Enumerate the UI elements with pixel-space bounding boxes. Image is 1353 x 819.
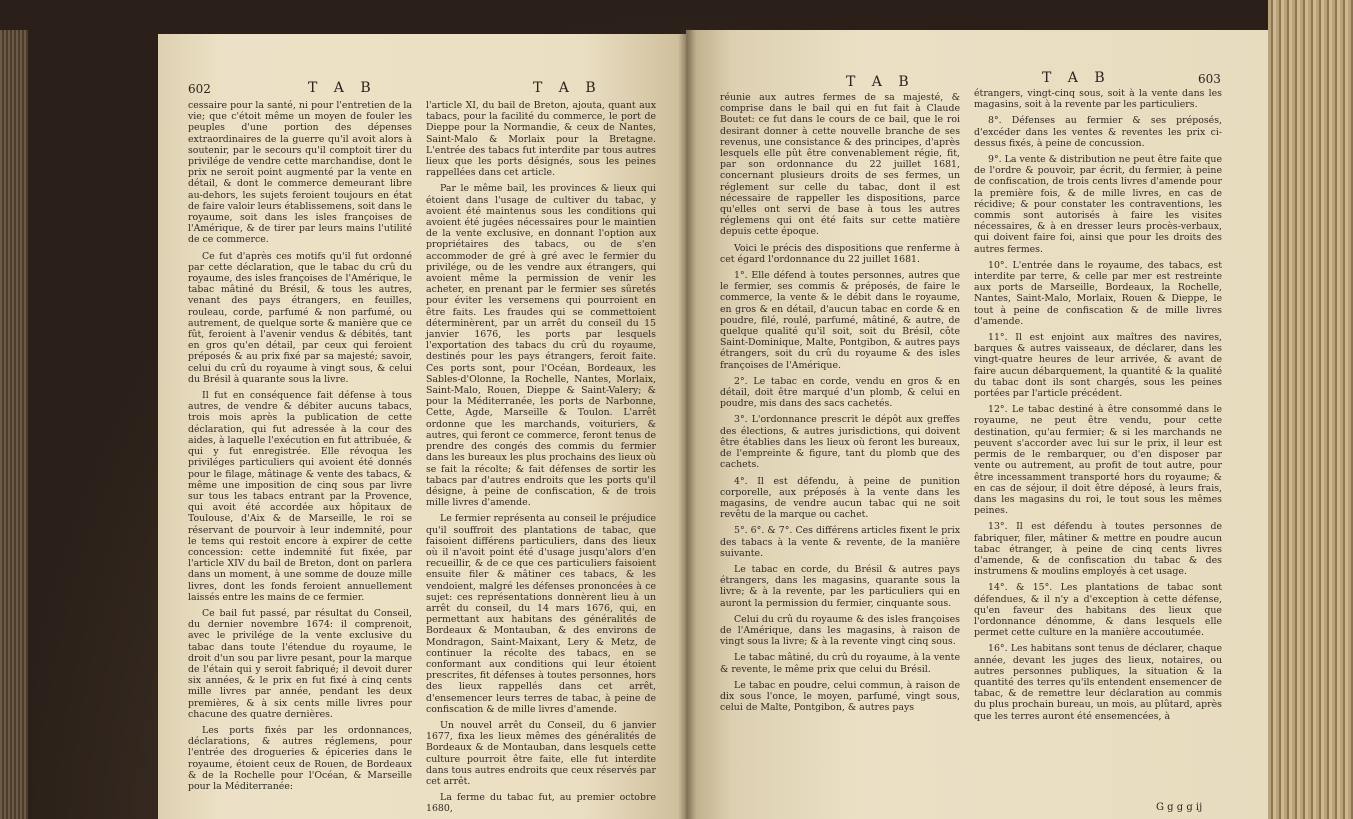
paragraph: 4°. Il est défendu, à peine de punition corporelle, aux préposés à la vente dans les magasins, de vendre aucun tabac qui ne soit revêtu de la marque ou cachet.: [720, 475, 960, 521]
paragraph: Voici le précis des dispositions que renferme à cet égard l'ordonnance du 22 juillet 1681.: [720, 242, 960, 265]
paragraph: 8°. Défenses au fermier & ses préposés, d'excéder dans les ventes & reventes les prix ci-dessus fixés, à peine de concussion.: [974, 115, 1222, 149]
paragraph: 16°. Les habitans sont tenus de déclarer, chaque année, devant les juges des lieux, notaires, ou autres personnes publiques, la situation & la quantité des terres qu'ils entendent ensemencer de tabac, & de remettre leur déclaration au commis du plus prochain bureau, un mois, au plûtard, après que les terres auront été ensemencées, à: [974, 643, 1222, 722]
right-book-edge: [1268, 0, 1353, 819]
paragraph: La ferme du tabac fut, au premier octobre 1680,: [426, 792, 656, 815]
paragraph: Un nouvel arrêt du Conseil, du 6 janvier 1677, fixa les lieux mêmes des généralités de Bordeaux & de Montauban, dans lesquels cette culture pourroit être faite, elle fut interdite dans tous autres endroits que ceux réservés par cet arrêt.: [426, 719, 656, 787]
paragraph: 12°. Le tabac destiné à être consommé dans le royaume, ne peut être vendu, pour cette destination, qu'au fermier; & si les marchands ne peuvent s'accorder avec lui sur le prix, il leur est permis de le rembarquer, ou d'en disposer par vente ou autrement, au profit de tout autre, pour être incessamment transporté hors du royaume; & en cas de séjour, il doit être déposé, à leurs frais, dans les magasins du roi, le tout sous les mêmes peines.: [974, 404, 1222, 517]
left-page: [158, 34, 686, 819]
paragraph: 3°. L'ordonnance prescrit le dépôt aux greffes des élections, & autres jurisdictions, qui doivent être établies dans les lieux où feront les bureaux, de l'empreinte & figure, tant du plomb que des cachets.: [720, 414, 960, 471]
paragraph: réunie aux autres fermes de sa majesté, & comprise dans le bail qui en fut fait à Claude Boutet: ce fut dans le cours de ce bail, que le roi desirant donner à cette nouvelle branche de ses revenus, une consistance & des principes, d'après lesquels elle pût être convenablement régie, fit, par son ordonnance du 22 juillet 1681, concernant plusieurs droits de ses fermes, un réglement sur celle du tabac, dont il est nécessaire de rappeller les dispositions, parce qu'elles ont servi de base à tous les autres réglemens qui ont été faits sur cette matière depuis cette époque.: [720, 92, 960, 238]
running-head-left-col2: T A B: [533, 80, 602, 96]
page-number-left: 602: [188, 82, 211, 96]
paragraph: Le fermier représenta au conseil le préjudice qu'il souffroit des plantations de tabac, que faisoient différens particuliers, dans des lieux où il n'avoit point été d'usage jusqu'alors d'en recueillir, & de ce que ces particuliers faisoient ensuite filer & mâtiner ces tabacs, & les vendoient, malgré les défenses prononcées à ce sujet: ces représentations donnèrent lieu à un arrêt du conseil, du 14 mars 1676, qui, en permettant aux habitans des généralités de Bordeaux & Montauban, & des environs de Mondragon, Saint-Maixant, Lery & Metz, de continuer la récolte des tabacs, en se conformant aux conditions qui leur étoient prescrites, fit défenses à toutes personnes, hors des lieux rappellés dans cet arrêt, d'ensemencer leurs terres de tabac, à peine de confiscation & de mille livres d'amende.: [426, 513, 656, 715]
paragraph: l'article XI, du bail de Breton, ajouta, quant aux tabacs, pour la facilité du commerce, le port de Dieppe pour la Normandie, & ceux de Nantes, Saint-Malo & Morlaix pour la Bretagne. L'entrée des tabacs fut interdite par tous autres lieux que les ports désignés, sous les peines rappellées dans cet article.: [426, 100, 656, 179]
paragraph: 9°. La vente & distribution ne peut être faite que de l'ordre & pouvoir, par écrit, du fermier, à peine de confiscation, de trois cents livres d'amende pour la première fois, & de mille livres, en cas de récidive; & pour constater les contraventions, les commis sont autorisés à faire les visites nécessaires, & à en dresser leurs procès-verbaux, qui doivent faire foi, ainsi que pour les droits des autres fermes.: [974, 154, 1222, 255]
paragraph: Celui du crû du royaume & des isles françoises de l'Amérique, dans les magasins, à raison de vingt sous la livre; & à la revente vingt cinq sous.: [720, 613, 960, 648]
left-page-column-2: [426, 100, 656, 815]
running-head-right: T A B: [846, 74, 915, 90]
paragraph: Le tabac en poudre, celui commun, à raison de dix sous l'once, le moyen, parfumé, vingt sous, celui de Malte, Pontgibon, & autres pays: [720, 679, 960, 714]
page-number-right: 603: [1198, 72, 1221, 86]
paragraph: 1°. Elle défend à toutes personnes, autres que le fermier, ses commis & préposés, de faire le commerce, la vente & le débit dans le royaume, en gros & en détail, d'aucun tabac en corde & en poudre, filé, roulé, parfumé, mâtiné, & autre, de quelque qualité qu'il soit, soit du Brésil, côte Saint-Dominique, Malte, Pontgibon, & autres pays étrangers, soit du crû du royaume & des isles françoises de l'Amérique.: [720, 270, 960, 371]
paragraph: 14°. & 15°. Les plantations de tabac sont défendues, & il n'y a d'exception à cette défense, qu'en faveur des habitans des lieux que l'ordonnance dénomme, & dans lesquels elle permet cette culture en la manière accoutumée.: [974, 582, 1222, 639]
paragraph: 10°. L'entrée dans le royaume, des tabacs, est interdite par terre, & celle par mer est restreinte aux ports de Marseille, Bordeaux, la Rochelle, Nantes, Saint-Malo, Morlaix, Rouen & Dieppe, le tout à peine de confiscation & de mille livres d'amende.: [974, 259, 1222, 327]
paragraph: Ce bail fut passé, par résultat du Conseil, du dernier novembre 1674: il comprenoit, avec le privilége de la vente exclusive du tabac dans toute l'étendue du royaume, le droit d'un sou par livre pesant, pour la marque de l'étain qui y seroit fabriqué; il devoit durer six années, & le prix en fut fixé à cinq cents mille livres par année, pendant les deux premières, & à six cents mille livres pour chacune des quatre dernières.: [188, 607, 412, 720]
paragraph: cessaire pour la santé, ni pour l'entretien de la vie; que c'étoit même un moyen de fouler les peuples d'une portion des dépenses extraordinaires de la guerre qu'il avoit alors à soutenir, par le secours qu'il comptoit tirer du privilége de vendre cette marchandise, dont le prix ne seroit point augmenté par la vente en détail, & dont le commerce demeurant libre au-dehors, les sujets feroient toujours en état de faire valoir leurs établissemens, soit dans le royaume, soit dans les isles françoises de l'Amérique, & de tirer par leurs mains l'utilité de ce commerce.: [188, 100, 412, 246]
signature-mark: G g g g ij: [1156, 802, 1203, 813]
paragraph: 11°. Il est enjoint aux maîtres des navires, barques & autres vaisseaux, de déclarer, dans les vingt-quatre heures de leur arrivée, & avant de faire aucun débarquement, la quantité & la qualité du tabac dont ils sont chargés, sous les peines portées par l'article précédent.: [974, 332, 1222, 400]
paragraph: étrangers, vingt-cinq sous, soit à la vente dans les magasins, soit à la revente par les particuliers.: [974, 88, 1222, 111]
book-gutter: [678, 28, 696, 819]
running-head-right-col2: T A B: [1042, 70, 1111, 86]
paragraph: 2°. Le tabac en corde, vendu en gros & en détail, doit être marqué d'un plomb, & celui en poudre, mis dans des sacs cachetés.: [720, 375, 960, 410]
right-page-column-2: [974, 88, 1222, 800]
paragraph: Le tabac mâtiné, du crû du royaume, à la vente & revente, le même prix que celui du Brésil.: [720, 652, 960, 675]
right-page: [686, 30, 1268, 819]
left-page-column-1: [188, 100, 412, 815]
paragraph: Ce fut d'après ces motifs qu'il fut ordonné par cette déclaration, que le tabac du crû du royaume, des isles françoises de l'Amérique, le tabac mâtiné du Brésil, & tous les autres, venant des pays étrangers, en feuilles, rouleau, corde, parfumé & non parfumé, ou autrement, de quelque sorte & manière que ce fût, feroient à l'avenir vendus & débités, tant en gros qu'en détail, par ceux qui feroient préposés & au prix fixé par sa majesté; savoir, celui du crû du royaume à vingt sous, & celui du Brésil à quarante sous la livre.: [188, 250, 412, 385]
left-book-edge: [0, 30, 28, 819]
paragraph: Le tabac en corde, du Brésil & autres pays étrangers, dans les magasins, quarante sous la livre; & à la revente, par les particuliers qui en auront la permission du fermier, cinquante sous.: [720, 563, 960, 609]
paragraph: Il fut en conséquence fait défense à tous autres, de vendre & débiter aucuns tabacs, trois mois après la publication de cette déclaration, qui fut adressée à la cour des aides, à laquelle l'exécution en fut attribuée, & qui y fut enregistrée. Elle révoqua les priviléges particuliers qui avoient été donnés pour le filage, mâtinage & vente des tabacs, & même une imposition de cinq sous par livre sur tous les tabacs entrant par la Provence, qui avoit été accordée aux hôpitaux de Toulouse, d'Aix & de Marseille, le roi se réservant de pourvoir à leur indemnité, pour le tems qui restoit encore à expirer de cette concession: cette indemnité fut fixée, par l'article XIV du bail de Breton, dont on parlera dans un moment, à une somme de douze mille livres, dont les fonds feroient annuellement laissés entre les mains de ce fermier.: [188, 390, 412, 603]
paragraph: Par le même bail, les provinces & lieux qui étoient dans l'usage de cultiver du tabac, y avoient été maintenus sous les conditions qui avoient été jugées nécessaires pour le maintien de la vente exclusive, en donnant l'option aux propriétaires des tabacs, ou de s'en accommoder de gré à gré avec le fermier du privilége, ou de les vendre aux étrangers, qui avoient même la permission de venir les acheter, en prenant par le fermier ses sûretés pour éviter les versemens qui pourroient en être faits. Les fraudes qui se commettoient déterminèrent, par un arrêt du conseil du 15 janvier 1676, les ports par lesquels l'exportation des tabacs du crû du royaume, destinés pour les pays étrangers, feroit faite. Ces ports sont, pour l'Océan, Bordeaux, les Sables-d'Olonne, la Rochelle, Nantes, Morlaix, Saint-Malo, Rouen, Dieppe & Saint-Valery; & pour la Méditerranée, les ports de Narbonne, Cette, Agde, Marseille & Toulon. L'arrêt ordonne que les marchands, voituriers, & autres, qui feront ce commerce, feront tenus de prendre des congés des commis du fermier dans les bureaux les plus prochains des lieux où se fait la récolte; & fait défenses de sortir les tabacs par d'autres endroits que les ports qu'il désigne, à peine de confiscation, & de trois mille livres d'amende.: [426, 183, 656, 509]
running-head-left: T A B: [308, 80, 377, 96]
paragraph: 13°. Il est défendu à toutes personnes de fabriquer, filer, mâtiner & mettre en poudre aucun tabac étranger, à peine de cinq cents livres d'amende, & de confiscation du tabac & des instrumens & moulins employés à cet usage.: [974, 521, 1222, 578]
right-page-column-1: [720, 92, 960, 812]
paragraph: 5°. 6°. & 7°. Ces différens articles fixent le prix des tabacs à la vente & revente, de la manière suivante.: [720, 525, 960, 559]
paragraph: Les ports fixés par les ordonnances, déclarations, & autres réglemens, pour l'entrée des drogueries & épiceries dans le royaume, étoient ceux de Rouen, de Bordeaux & de la Rochelle pour l'Océan, & Marseille pour la Méditerranée:: [188, 724, 412, 792]
